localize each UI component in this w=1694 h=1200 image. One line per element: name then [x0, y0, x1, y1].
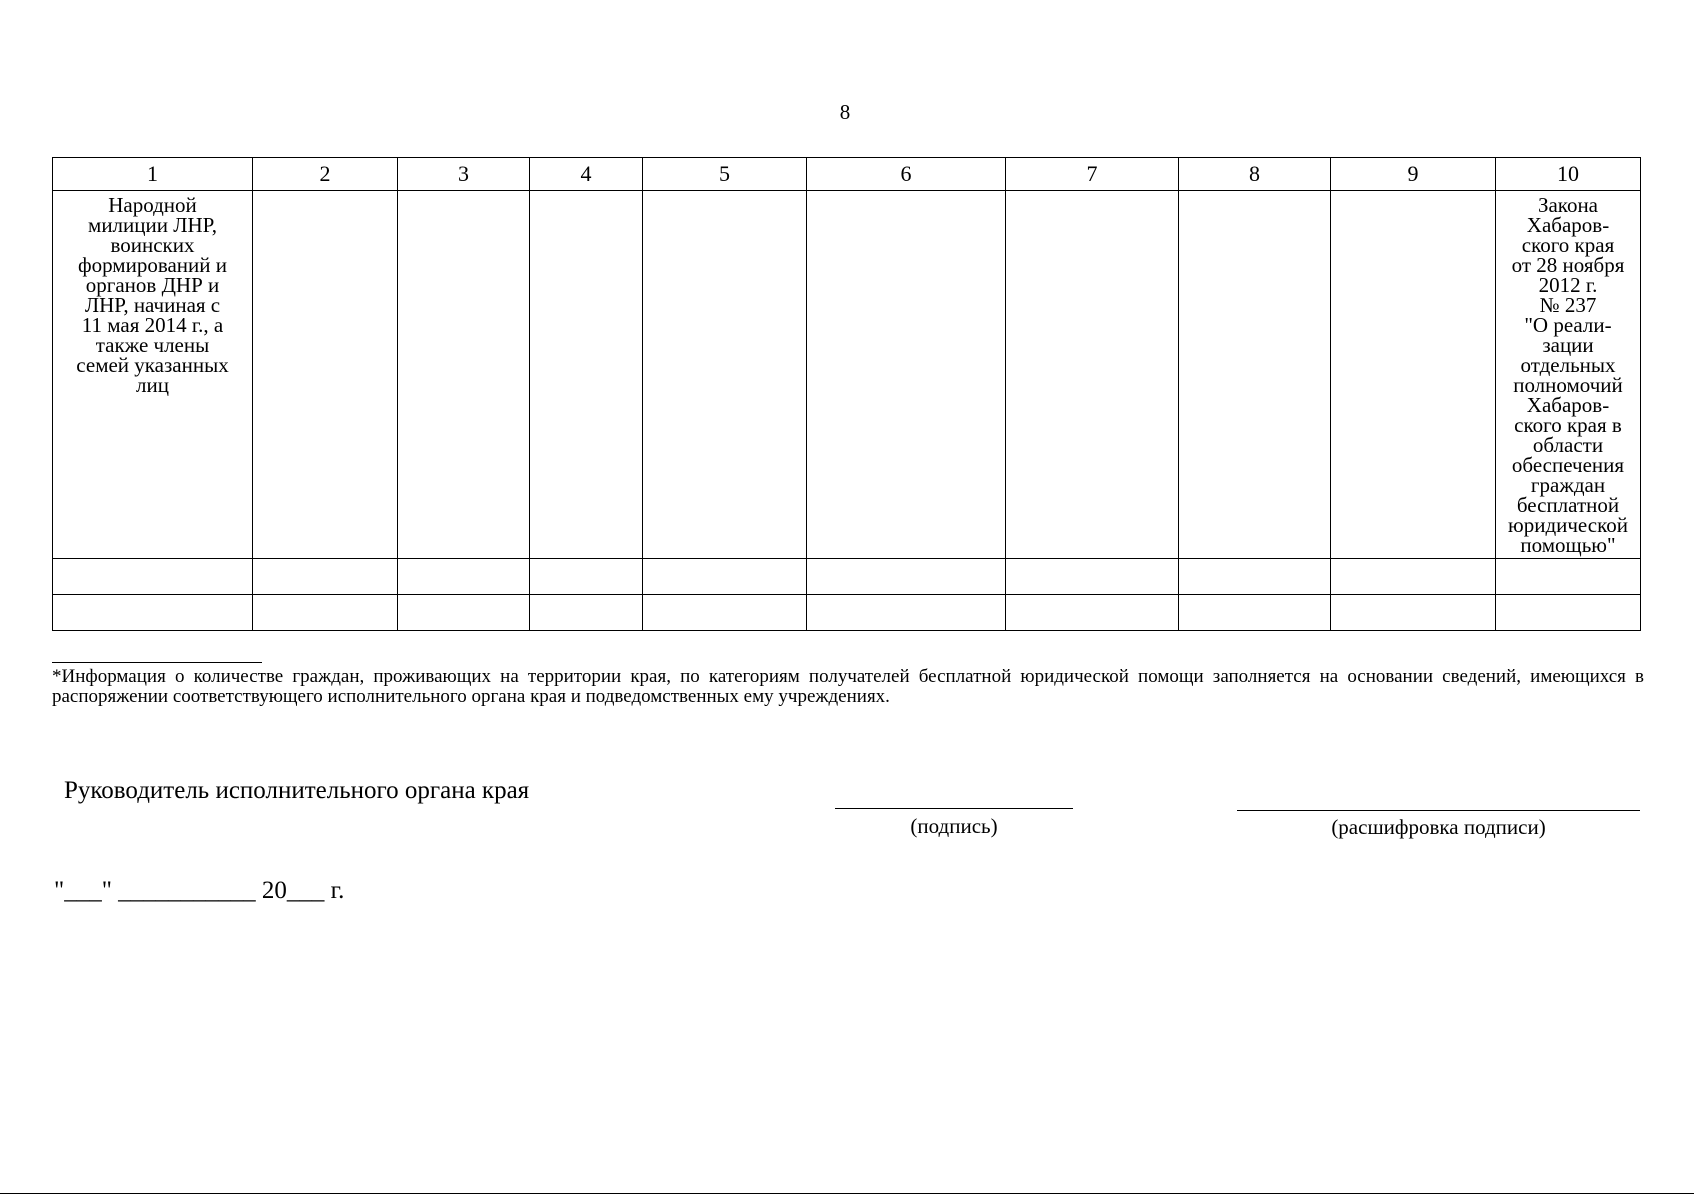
signature-decryption-line	[1237, 810, 1640, 811]
table-cell	[1006, 191, 1179, 559]
table-cell	[807, 559, 1006, 595]
table-cell	[1331, 191, 1496, 559]
law-reference-text: Закона Хабаров- ского края от 28 ноября 2012 г. № 237 "О реали- зации отдельных полномочий Хабаров- ского края в области обеспечения граждан бесплатной юридической помощью"	[1508, 193, 1628, 557]
table-cell	[1496, 595, 1641, 631]
table-row	[53, 559, 1641, 595]
table-cell	[1179, 191, 1331, 559]
header-col-9: 9	[1331, 158, 1496, 191]
table-cell	[53, 595, 253, 631]
header-col-1: 1	[53, 158, 253, 191]
header-col-7: 7	[1006, 158, 1179, 191]
table-header-row	[53, 158, 1641, 191]
table-cell	[1331, 559, 1496, 595]
header-col-8: 8	[1179, 158, 1331, 191]
header-col-2: 2	[253, 158, 398, 191]
data-table	[52, 157, 1641, 631]
table-cell	[530, 559, 643, 595]
table-cell	[1496, 559, 1641, 595]
table-cell	[53, 559, 253, 595]
table-cell	[807, 191, 1006, 559]
table-cell	[1179, 559, 1331, 595]
footnote: *Информация о количестве граждан, проживающих на территории края, по категориям получателей бесплатной юридической помощи заполняется на основании сведений, имеющихся в распоряжении соответствующего исполнительного органа края и подведомственных ему учреждениях.	[52, 666, 1644, 707]
date-field: "___" ___________ 20___ г.	[54, 877, 345, 904]
header-col-3: 3	[398, 158, 530, 191]
table-cell	[253, 191, 398, 559]
table-cell	[253, 595, 398, 631]
table-cell	[807, 595, 1006, 631]
table-cell	[530, 595, 643, 631]
footnote-separator	[52, 662, 262, 663]
table-cell	[1006, 595, 1179, 631]
bottom-rule	[0, 1193, 1694, 1194]
signatory-title: Руководитель исполнительного органа края	[64, 777, 530, 804]
page-number: 8	[839, 100, 851, 124]
header-col-6: 6	[807, 158, 1006, 191]
header-col-5: 5	[643, 158, 807, 191]
table-cell	[1496, 191, 1641, 559]
table-cell	[643, 595, 807, 631]
category-text: Народной милиции ЛНР, воинских формирований и органов ДНР и ЛНР, начиная с 11 мая 2014 г., а также члены семей указанных лиц	[76, 193, 229, 397]
table-cell	[643, 559, 807, 595]
table-cell	[53, 191, 253, 559]
signature-decryption-caption: (расшифровка подписи)	[1331, 815, 1546, 839]
table-cell	[643, 191, 807, 559]
table-cell	[1179, 595, 1331, 631]
signature-caption: (подпись)	[910, 814, 998, 838]
header-col-10: 10	[1496, 158, 1641, 191]
table-row	[53, 595, 1641, 631]
table-cell	[1006, 559, 1179, 595]
table-row	[53, 191, 1641, 559]
table-cell	[253, 559, 398, 595]
table-cell	[1331, 595, 1496, 631]
table-cell	[398, 559, 530, 595]
signature-line	[835, 808, 1073, 809]
table-cell	[398, 595, 530, 631]
table-cell	[530, 191, 643, 559]
header-col-4: 4	[530, 158, 643, 191]
table-cell	[398, 191, 530, 559]
